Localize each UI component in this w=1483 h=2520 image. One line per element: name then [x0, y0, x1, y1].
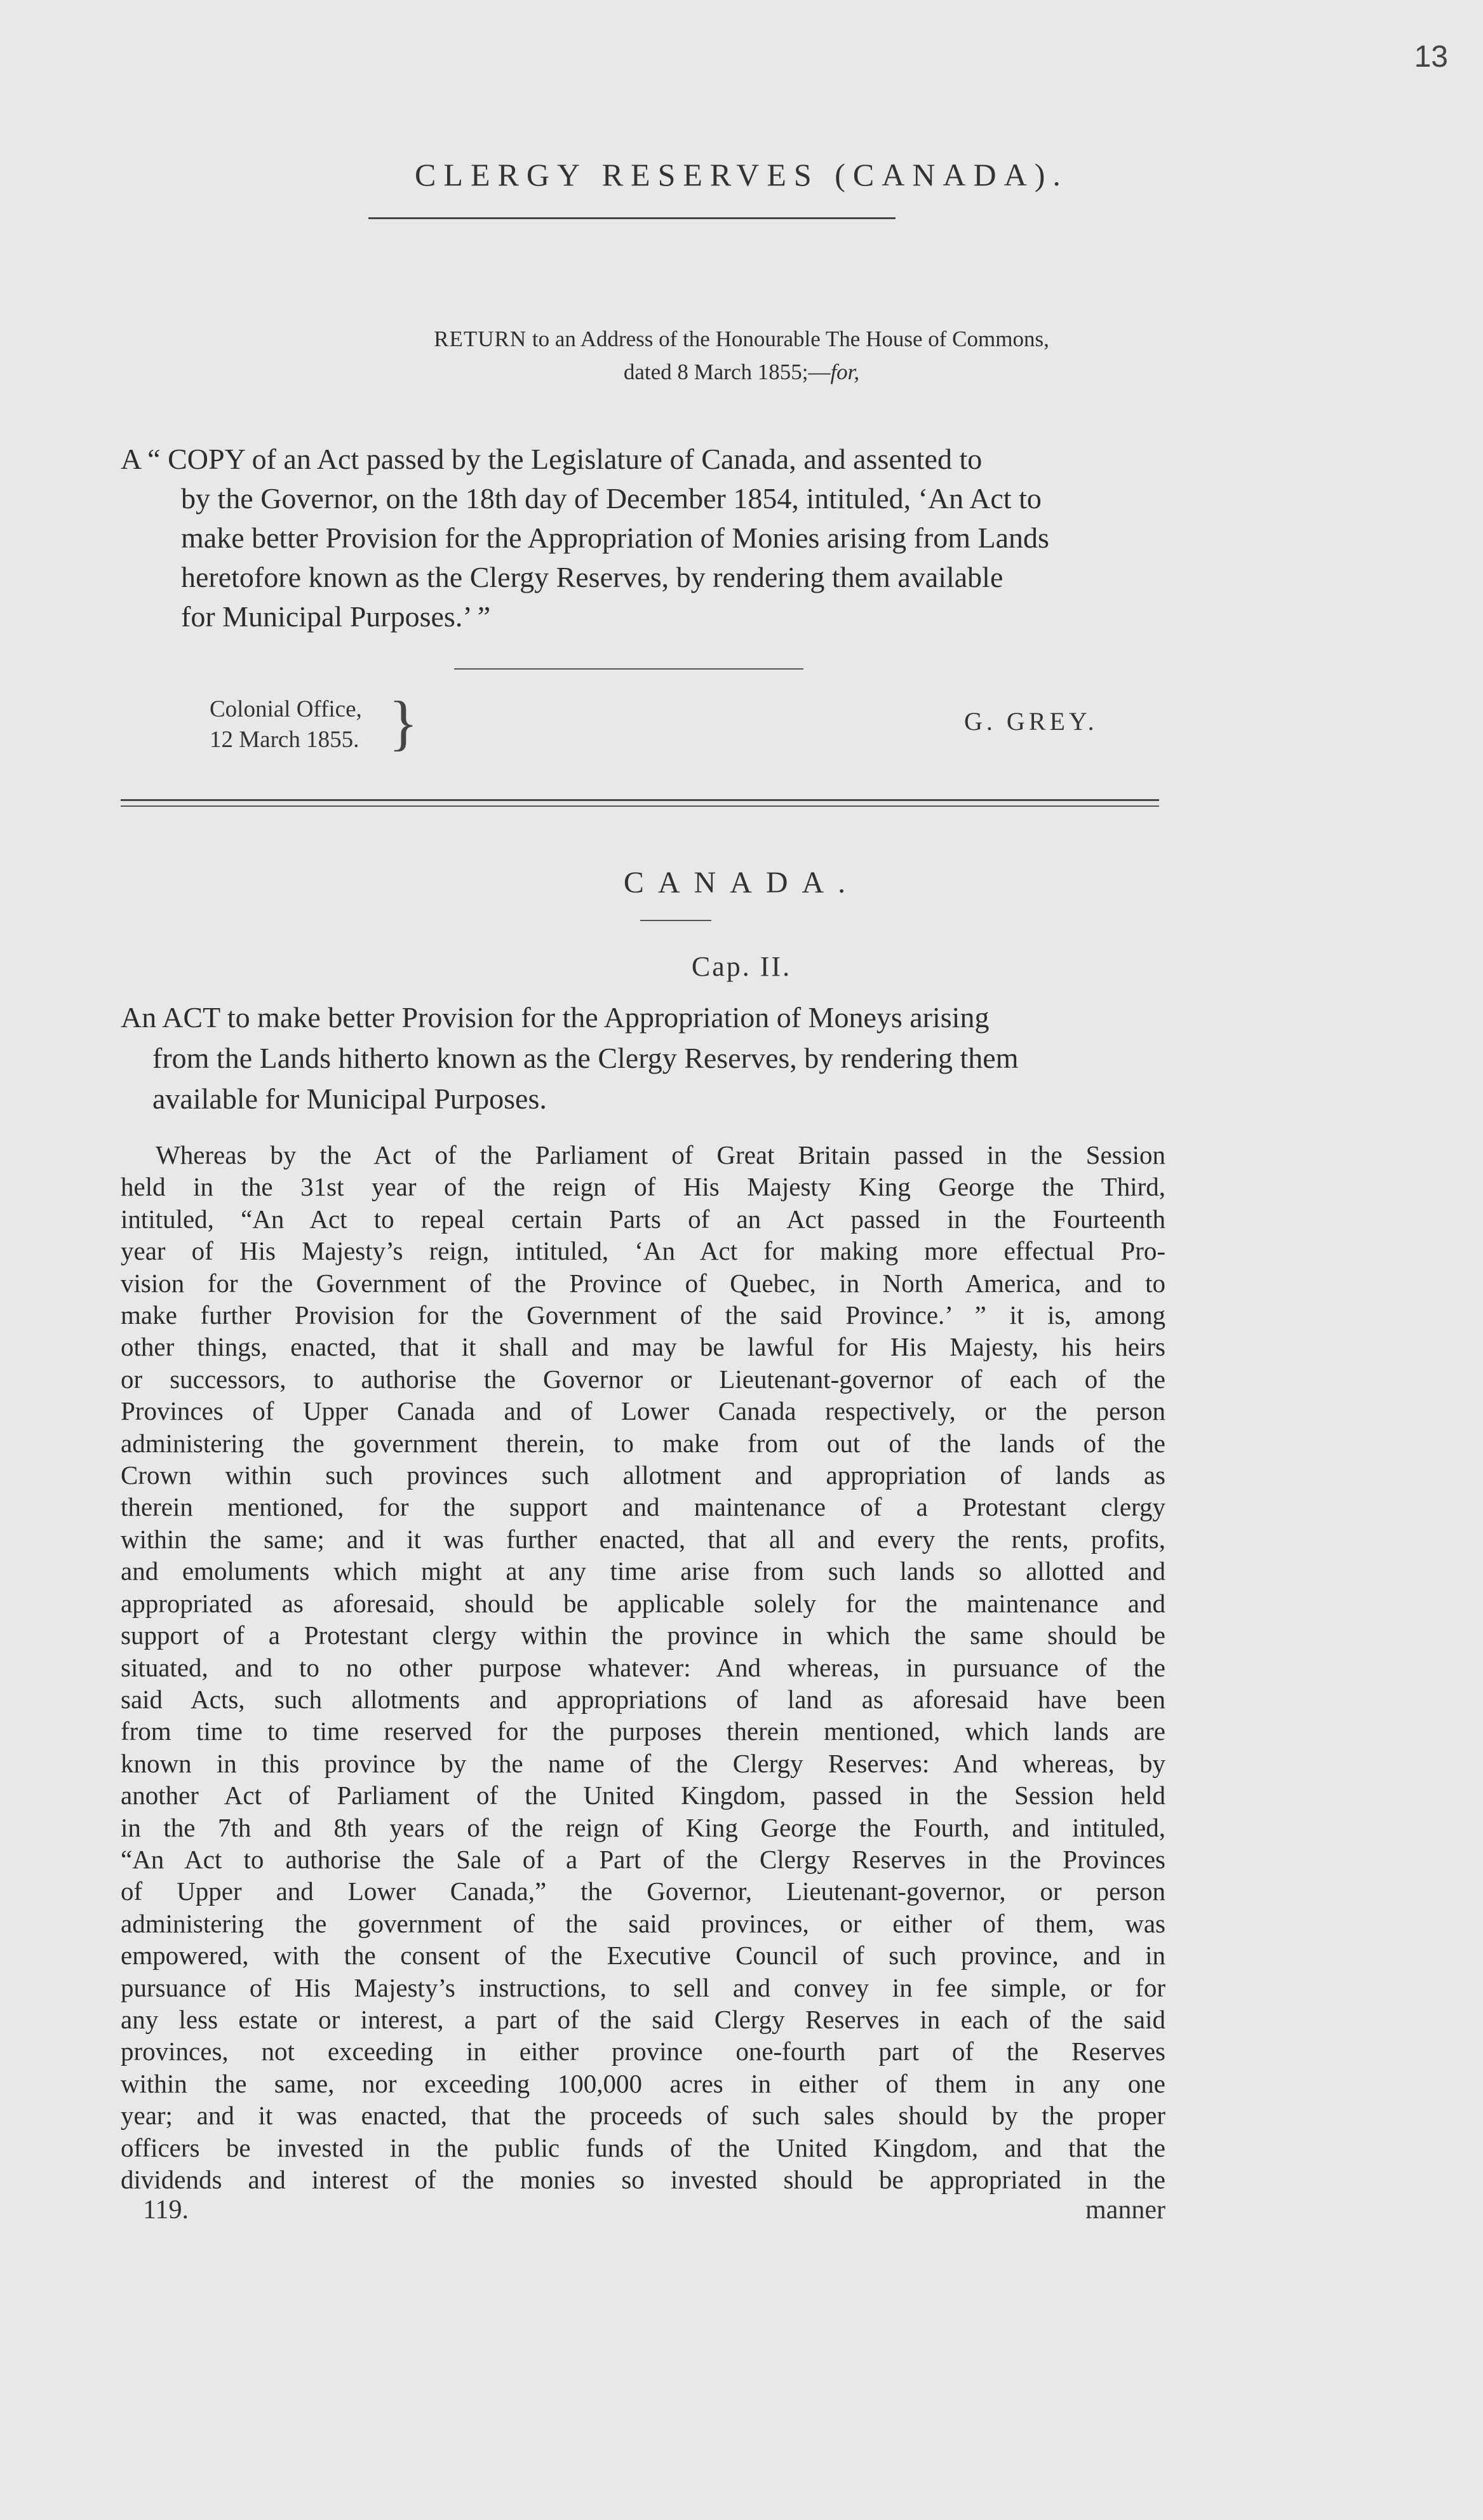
body-line: vision for the Government of the Province of Quebec, in North America, and to	[121, 1268, 1165, 1298]
return-word: RETURN	[434, 327, 527, 351]
body-line: Provinces of Upper Canada and of Lower Canada respectively, or the person	[121, 1396, 1165, 1426]
brace-glyph: }	[389, 689, 419, 757]
body-text	[121, 1139, 1165, 2195]
body-line: within the same; and it was further enacted, that all and every the rents, profits,	[121, 1524, 1165, 1554]
body-line: of Upper and Lower Canada,” the Governor, Lieutenant-governor, or person	[121, 1877, 1165, 1906]
return-date: dated 8 March 1855;—	[623, 360, 831, 384]
body-line: empowered, with the consent of the Executive Council of such province, and in	[121, 1941, 1165, 1971]
page-number: 13	[1414, 40, 1448, 74]
body-line: another Act of Parliament of the United Kingdom, passed in the Session held	[121, 1781, 1165, 1810]
return-for: for,	[830, 360, 860, 384]
body-line: officers be invested in the public funds of the United Kingdom, and that the	[121, 2133, 1165, 2162]
return-block	[0, 323, 1483, 389]
return-line-2	[0, 356, 1483, 389]
body-line: said Acts, such allotments and appropriations of land as aforesaid have been	[121, 1684, 1165, 1714]
body-line: within the same, nor exceeding 100,000 acres in either of them in any one	[121, 2068, 1165, 2098]
office-line: Colonial Office,	[210, 696, 362, 722]
section-divider-short	[454, 668, 803, 670]
copy-paragraph	[121, 440, 1157, 637]
body-line: in the 7th and 8th years of the reign of King George the Fourth, and intituled,	[121, 1812, 1165, 1842]
copy-line: heretofore known as the Clergy Reserves, by rendering them available	[181, 561, 1003, 593]
body-line: situated, and to no other purpose whatever: And whereas, in pursuance of the	[121, 1652, 1165, 1682]
body-line: therein mentioned, for the support and maintenance of a Protestant clergy	[121, 1492, 1165, 1522]
return-line-1-rest: to an Address of the Honourable The House of Commons,	[527, 327, 1049, 351]
act-title-line: available for Municipal Purposes.	[152, 1082, 547, 1115]
title-underline	[368, 217, 896, 219]
signature-office	[210, 694, 362, 755]
copy-line: by the Governor, on the 18th day of December 1854, intituled, ‘An Act to	[181, 482, 1042, 515]
return-line-1	[0, 323, 1483, 356]
body-line: year of His Majesty’s reign, intituled, ‘An Act for making more effectual Pro-	[121, 1236, 1165, 1266]
body-line: any less estate or interest, a part of the said Clergy Reserves in each of the said	[121, 2004, 1165, 2034]
act-title	[121, 997, 1165, 1119]
body-line: intituled, “An Act to repeal certain Parts of an Act passed in the Fourteenth	[121, 1204, 1165, 1234]
body-line: appropriated as aforesaid, should be applicable solely for the maintenance and	[121, 1588, 1165, 1618]
copy-line: for Municipal Purposes.’ ”	[181, 600, 491, 633]
body-line: Whereas by the Act of the Parliament of Great Britain passed in the Session	[156, 1140, 1165, 1169]
body-line: administering the government therein, to make from out of the lands of the	[121, 1428, 1165, 1458]
body-line: held in the 31st year of the reign of His Majesty King George the Third,	[121, 1172, 1165, 1202]
catchword: manner	[1085, 2195, 1165, 2225]
body-line: administering the government of the said provinces, or either of them, was	[121, 1908, 1165, 1938]
act-title-line: from the Lands hitherto known as the Clergy Reserves, by rendering them	[152, 1042, 1019, 1074]
body-line: known in this province by the name of the Clergy Reserves: And whereas, by	[121, 1748, 1165, 1778]
signatory-name: G. GREY.	[964, 707, 1098, 736]
body-line: or successors, to authorise the Governor or Lieutenant-governor of each of the	[121, 1364, 1165, 1394]
act-title-line: An ACT to make better Provision for the Appropriation of Moneys arising	[121, 1001, 990, 1034]
double-rule-bottom	[121, 805, 1159, 807]
office-date: 12 March 1855.	[210, 727, 359, 753]
body-line: pursuance of His Majesty’s instructions, to sell and convey in fee simple, or for	[121, 1972, 1165, 2002]
body-line: provinces, not exceeding in either province one-fourth part of the Reserves	[121, 2037, 1165, 2066]
section-heading: CANADA.	[623, 866, 860, 900]
body-line: and emoluments which might at any time arise from such lands so allotted and	[121, 1556, 1165, 1586]
chapter-heading: Cap. II.	[691, 951, 792, 982]
heading-underline	[640, 920, 711, 921]
body-line: year; and it was enacted, that the proceeds of such sales should by the proper	[121, 2101, 1165, 2131]
document-title: CLERGY RESERVES (CANADA).	[415, 157, 1068, 192]
body-line: from time to time reserved for the purposes therein mentioned, which lands are	[121, 1716, 1165, 1746]
copy-line: make better Provision for the Appropriation of Monies arising from Lands	[181, 522, 1049, 554]
copy-line: A “ COPY of an Act passed by the Legislature of Canada, and assented to	[121, 443, 983, 475]
body-line: other things, enacted, that it shall and may be lawful for His Majesty, his heirs	[121, 1332, 1165, 1362]
double-rule-top	[121, 799, 1159, 801]
body-line: make further Provision for the Government of the said Province.’ ” it is, among	[121, 1300, 1165, 1330]
body-line: support of a Protestant clergy within the province in which the same should be	[121, 1620, 1165, 1650]
body-line: “An Act to authorise the Sale of a Part of the Clergy Reserves in the Provinces	[121, 1844, 1165, 1874]
sheet-number: 119.	[143, 2195, 189, 2225]
body-line: dividends and interest of the monies so invested should be appropriated in the	[121, 2165, 1165, 2194]
body-line: Crown within such provinces such allotment and appropriation of lands as	[121, 1460, 1165, 1490]
